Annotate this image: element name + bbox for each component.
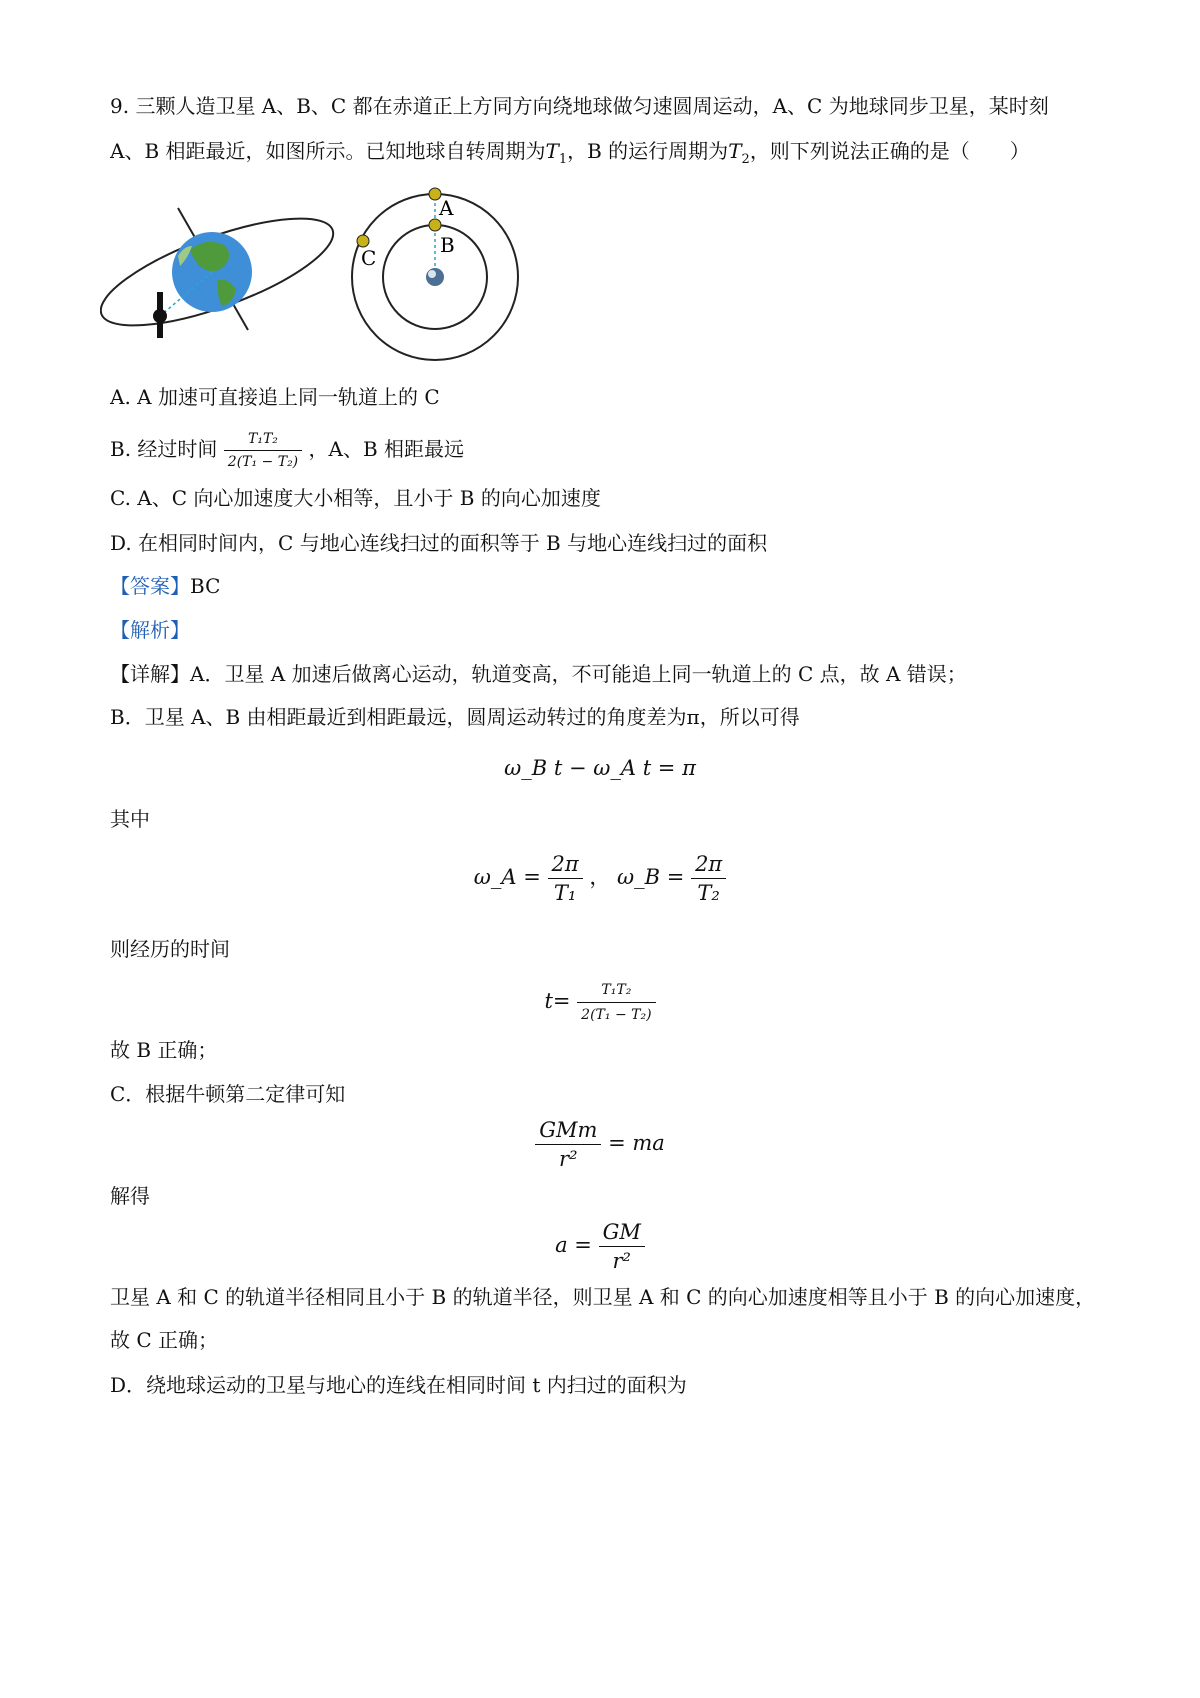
- option-b-denominator: 2(T₁ − T₂): [227, 454, 299, 470]
- earth-small-highlight: [428, 270, 436, 278]
- equation-2-fraction-a: [548, 852, 583, 905]
- equation-3-fraction: [577, 980, 655, 1025]
- equation-5-lhs: a =: [555, 1233, 592, 1257]
- earth-small-icon: [426, 268, 444, 286]
- equation-5: [0, 1220, 1200, 1273]
- c-text-2: 故 C 正确；: [110, 1328, 219, 1352]
- equation-3: [0, 980, 1200, 1025]
- var-t2: T: [728, 139, 742, 163]
- time-text: 则经历的时间: [110, 937, 230, 961]
- equation-2-lhs-a: ω_A =: [473, 865, 541, 889]
- equation-1: [0, 756, 1200, 780]
- option-a: [110, 383, 440, 411]
- d-intro-text: D．绕地球运动的卫星与地心的连线在相同时间 t 内扫过的面积为: [110, 1373, 687, 1397]
- earth-orbit-figure: [100, 200, 340, 350]
- time-line: [110, 935, 230, 963]
- option-d-text: D. 在相同时间内，C 与地心连线扫过的面积等于 B 与地心连线扫过的面积: [110, 531, 768, 555]
- option-c: [110, 484, 601, 512]
- equation-3-num: T₁T₂: [577, 980, 655, 1003]
- d-intro-line: [110, 1371, 687, 1399]
- question-line-2: [110, 137, 1030, 174]
- option-b-numerator: T₁T₂: [224, 430, 302, 451]
- equation-5-den: r²: [612, 1249, 631, 1273]
- option-c-text: C. A、C 向心加速度大小相等，且小于 B 的向心加速度: [110, 486, 601, 510]
- equation-4-num: GMm: [535, 1118, 601, 1145]
- c-intro-text: C．根据牛顿第二定律可知: [110, 1082, 346, 1106]
- var-t1: T: [545, 139, 559, 163]
- question-line-1: [110, 92, 1049, 120]
- among-text: 其中: [110, 807, 150, 831]
- equation-2-den-a: T₁: [553, 881, 577, 905]
- equation-2: [0, 852, 1200, 905]
- equation-4-fraction: [535, 1118, 601, 1171]
- var-t2-sub: 2: [741, 152, 750, 167]
- equation-4: [0, 1118, 1200, 1171]
- c-intro-line: [110, 1080, 345, 1108]
- equation-4-rhs: = ma: [608, 1131, 665, 1155]
- answer-line: [110, 572, 220, 600]
- equation-2-fraction-b: [691, 852, 726, 905]
- question-stem-end: ，则下列说法正确的是（ ）: [749, 139, 1030, 163]
- equation-1-text: ω_B t − ω_A t = π: [504, 756, 696, 780]
- b-correct-text: 故 B 正确；: [110, 1038, 218, 1062]
- satellite-b-icon: [429, 219, 441, 231]
- equation-3-lhs: t=: [544, 989, 571, 1013]
- analysis-detail-b-text: B．卫星 A、B 由相距最近到相距最远，圆周运动转过的角度差为π，所以可得: [110, 705, 800, 729]
- equation-5-num: GM: [599, 1220, 645, 1247]
- equation-2-separator: ，: [589, 865, 611, 889]
- b-correct-line: [110, 1036, 217, 1064]
- satellite-orbits-figure: [350, 185, 530, 365]
- answer-value: BC: [190, 574, 221, 598]
- c-text-line-1: [110, 1283, 1095, 1311]
- analysis-tag: 【解析】: [110, 618, 190, 642]
- c-text-1: 卫星 A 和 C 的轨道半径相同且小于 B 的轨道半径，则卫星 A 和 C 的向心加速度相等且小于 B 的向心加速度，: [110, 1285, 1096, 1309]
- analysis-detail-b: [110, 703, 800, 731]
- label-a: A: [439, 196, 454, 220]
- equation-2-num-a: 2π: [548, 852, 583, 879]
- option-b-prefix: B. 经过时间: [110, 437, 218, 461]
- equation-2-lhs-b: ω_B =: [617, 865, 685, 889]
- equation-5-fraction: [599, 1220, 645, 1273]
- option-d: [110, 529, 767, 557]
- label-b: B: [440, 233, 455, 257]
- var-t1-sub: 1: [558, 152, 568, 167]
- answer-tag: 【答案】: [110, 574, 190, 598]
- analysis-tag-line: [110, 616, 190, 644]
- label-c: C: [361, 246, 377, 270]
- question-stem-cont: A、B 相距最近，如图所示。已知地球自转周期为: [110, 139, 546, 163]
- equation-2-num-b: 2π: [691, 852, 726, 879]
- option-b: [110, 422, 464, 476]
- c-text-line-2: [110, 1326, 218, 1354]
- question-stem-cont-2: ，B 的运行周期为: [567, 139, 729, 163]
- option-b-fraction: [224, 430, 302, 471]
- solve-line: [110, 1182, 150, 1210]
- equation-3-den: 2(T₁ − T₂): [581, 1007, 652, 1023]
- analysis-detail-a: [110, 660, 967, 688]
- analysis-detail-a-text: 【详解】A．卫星 A 加速后做离心运动，轨道变高，不可能追上同一轨道上的 C 点，故 A 错误；: [110, 662, 967, 686]
- equation-2-den-b: T₂: [697, 881, 720, 905]
- equation-4-den: r²: [559, 1147, 578, 1171]
- satellite-body-icon: [153, 309, 167, 323]
- solve-text: 解得: [110, 1184, 150, 1208]
- among-line: [110, 805, 150, 833]
- question-stem: 9. 三颗人造卫星 A、B、C 都在赤道正上方同方向绕地球做匀速圆周运动，A、C 为地球同步卫星，某时刻: [110, 94, 1049, 118]
- option-b-suffix: ，A、B 相距最远: [308, 437, 465, 461]
- option-a-text: A. A 加速可直接追上同一轨道上的 C: [110, 385, 440, 409]
